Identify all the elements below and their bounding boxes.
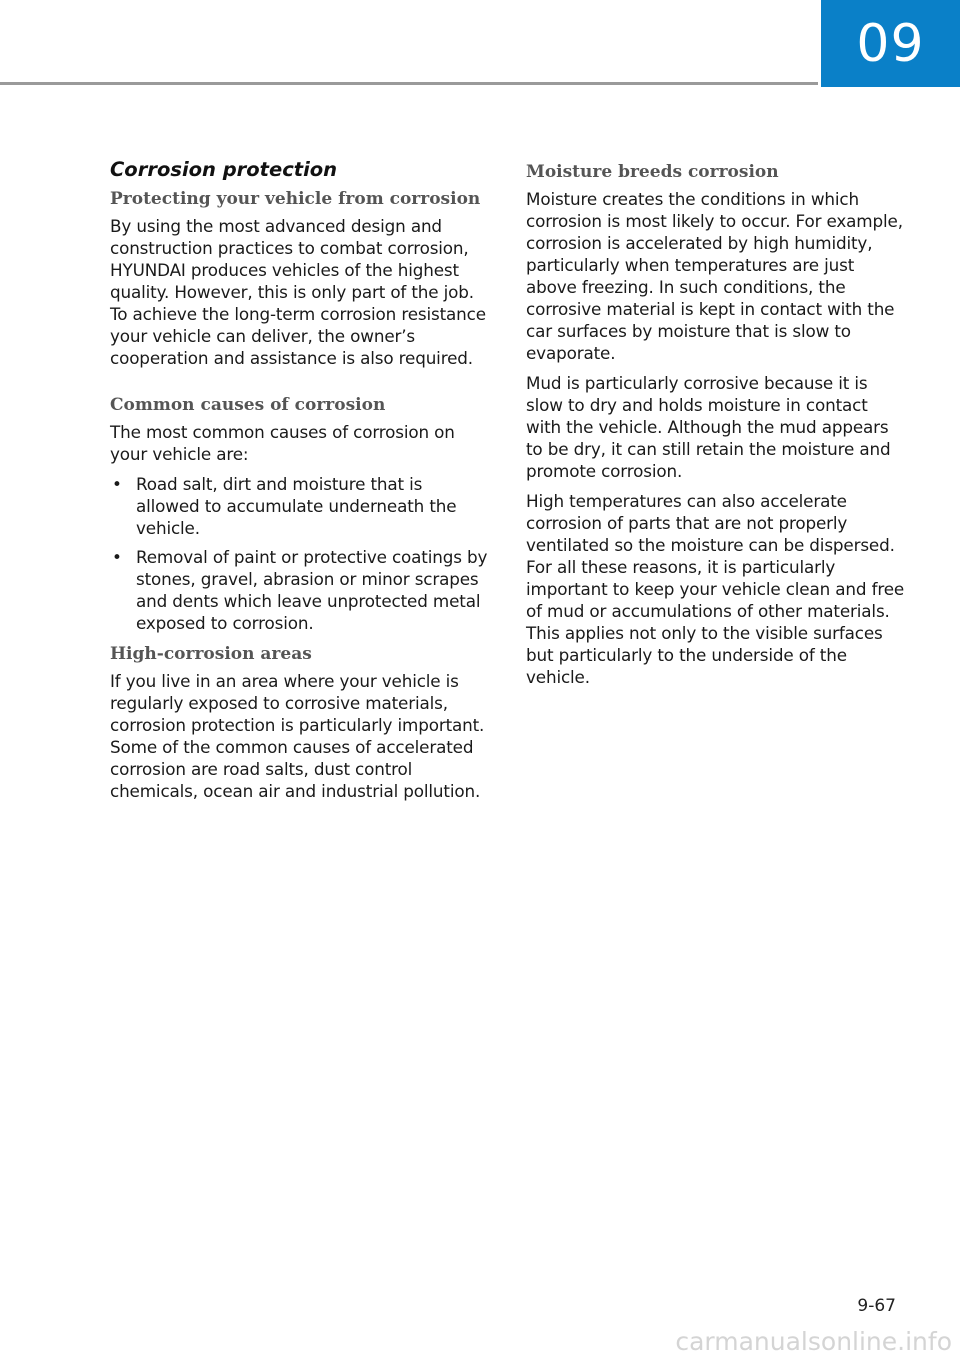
list-item-text: Removal of paint or protective coatings by stones, gravel, abrasion or minor scrapes and dents which leave unprotected metal exposed to corrosion. bbox=[136, 547, 488, 633]
section-title: Corrosion protection bbox=[110, 158, 338, 181]
protecting-heading: Protecting your vehicle from corrosion bbox=[110, 189, 481, 209]
page-number: 9-67 bbox=[857, 1296, 896, 1316]
causes-list bbox=[110, 473, 490, 634]
list-item bbox=[110, 473, 490, 539]
chapter-tab: 09 bbox=[821, 0, 960, 87]
list-item-text: Road salt, dirt and moisture that is allowed to accumulate underneath the vehicle. bbox=[136, 474, 457, 538]
moisture-heading: Moisture breeds corrosion bbox=[526, 162, 779, 182]
left-column bbox=[110, 158, 490, 810]
causes-intro: The most common causes of corrosion on your vehicle are: bbox=[110, 422, 455, 464]
bullet-icon: • bbox=[112, 474, 122, 494]
right-column bbox=[526, 162, 906, 696]
header-rule bbox=[0, 82, 818, 85]
high-areas-body: If you live in an area where your vehicle is regularly exposed to corrosive materials, corrosion protection is particularly important. Some of the common causes of accelerated corrosion are road salts, dust control chemicals, ocean air and industrial pollution. bbox=[110, 671, 485, 801]
causes-heading: Common causes of corrosion bbox=[110, 395, 386, 415]
spacer bbox=[110, 377, 490, 395]
moisture-para-1: Moisture creates the conditions in which corrosion is most likely to occur. For example, corrosion is accelerated by high humidity, particularly when temperatures are just above freezing. In such conditions, the corrosive material is kept in contact with the car surfaces by moisture that is slow to evaporate. bbox=[526, 189, 903, 363]
moisture-para-3: High temperatures can also accelerate corrosion of parts that are not properly ventilated so the moisture can be dispersed. For all these reasons, it is particularly important to keep your vehicle clean and free of mud or accumulations of other materials. This applies not only to the visible surfaces but particularly to the underside of the vehicle. bbox=[526, 491, 905, 687]
bullet-icon: • bbox=[112, 547, 122, 567]
high-areas-heading: High-corrosion areas bbox=[110, 644, 312, 664]
protecting-body: By using the most advanced design and construction practices to combat corrosion, HYUNDAI produces vehicles of the highest quality. However, this is only part of the job. To achieve the long-term corrosion resistance your vehicle can deliver, the owner’s cooperation and assistance is also required. bbox=[110, 216, 486, 368]
list-item bbox=[110, 546, 490, 634]
moisture-para-2: Mud is particularly corrosive because it is slow to dry and holds moisture in contact with the vehicle. Although the mud appears to be dry, it can still retain the moisture and promote corrosion. bbox=[526, 373, 891, 481]
watermark: carmanualsonline.info bbox=[675, 1327, 952, 1356]
